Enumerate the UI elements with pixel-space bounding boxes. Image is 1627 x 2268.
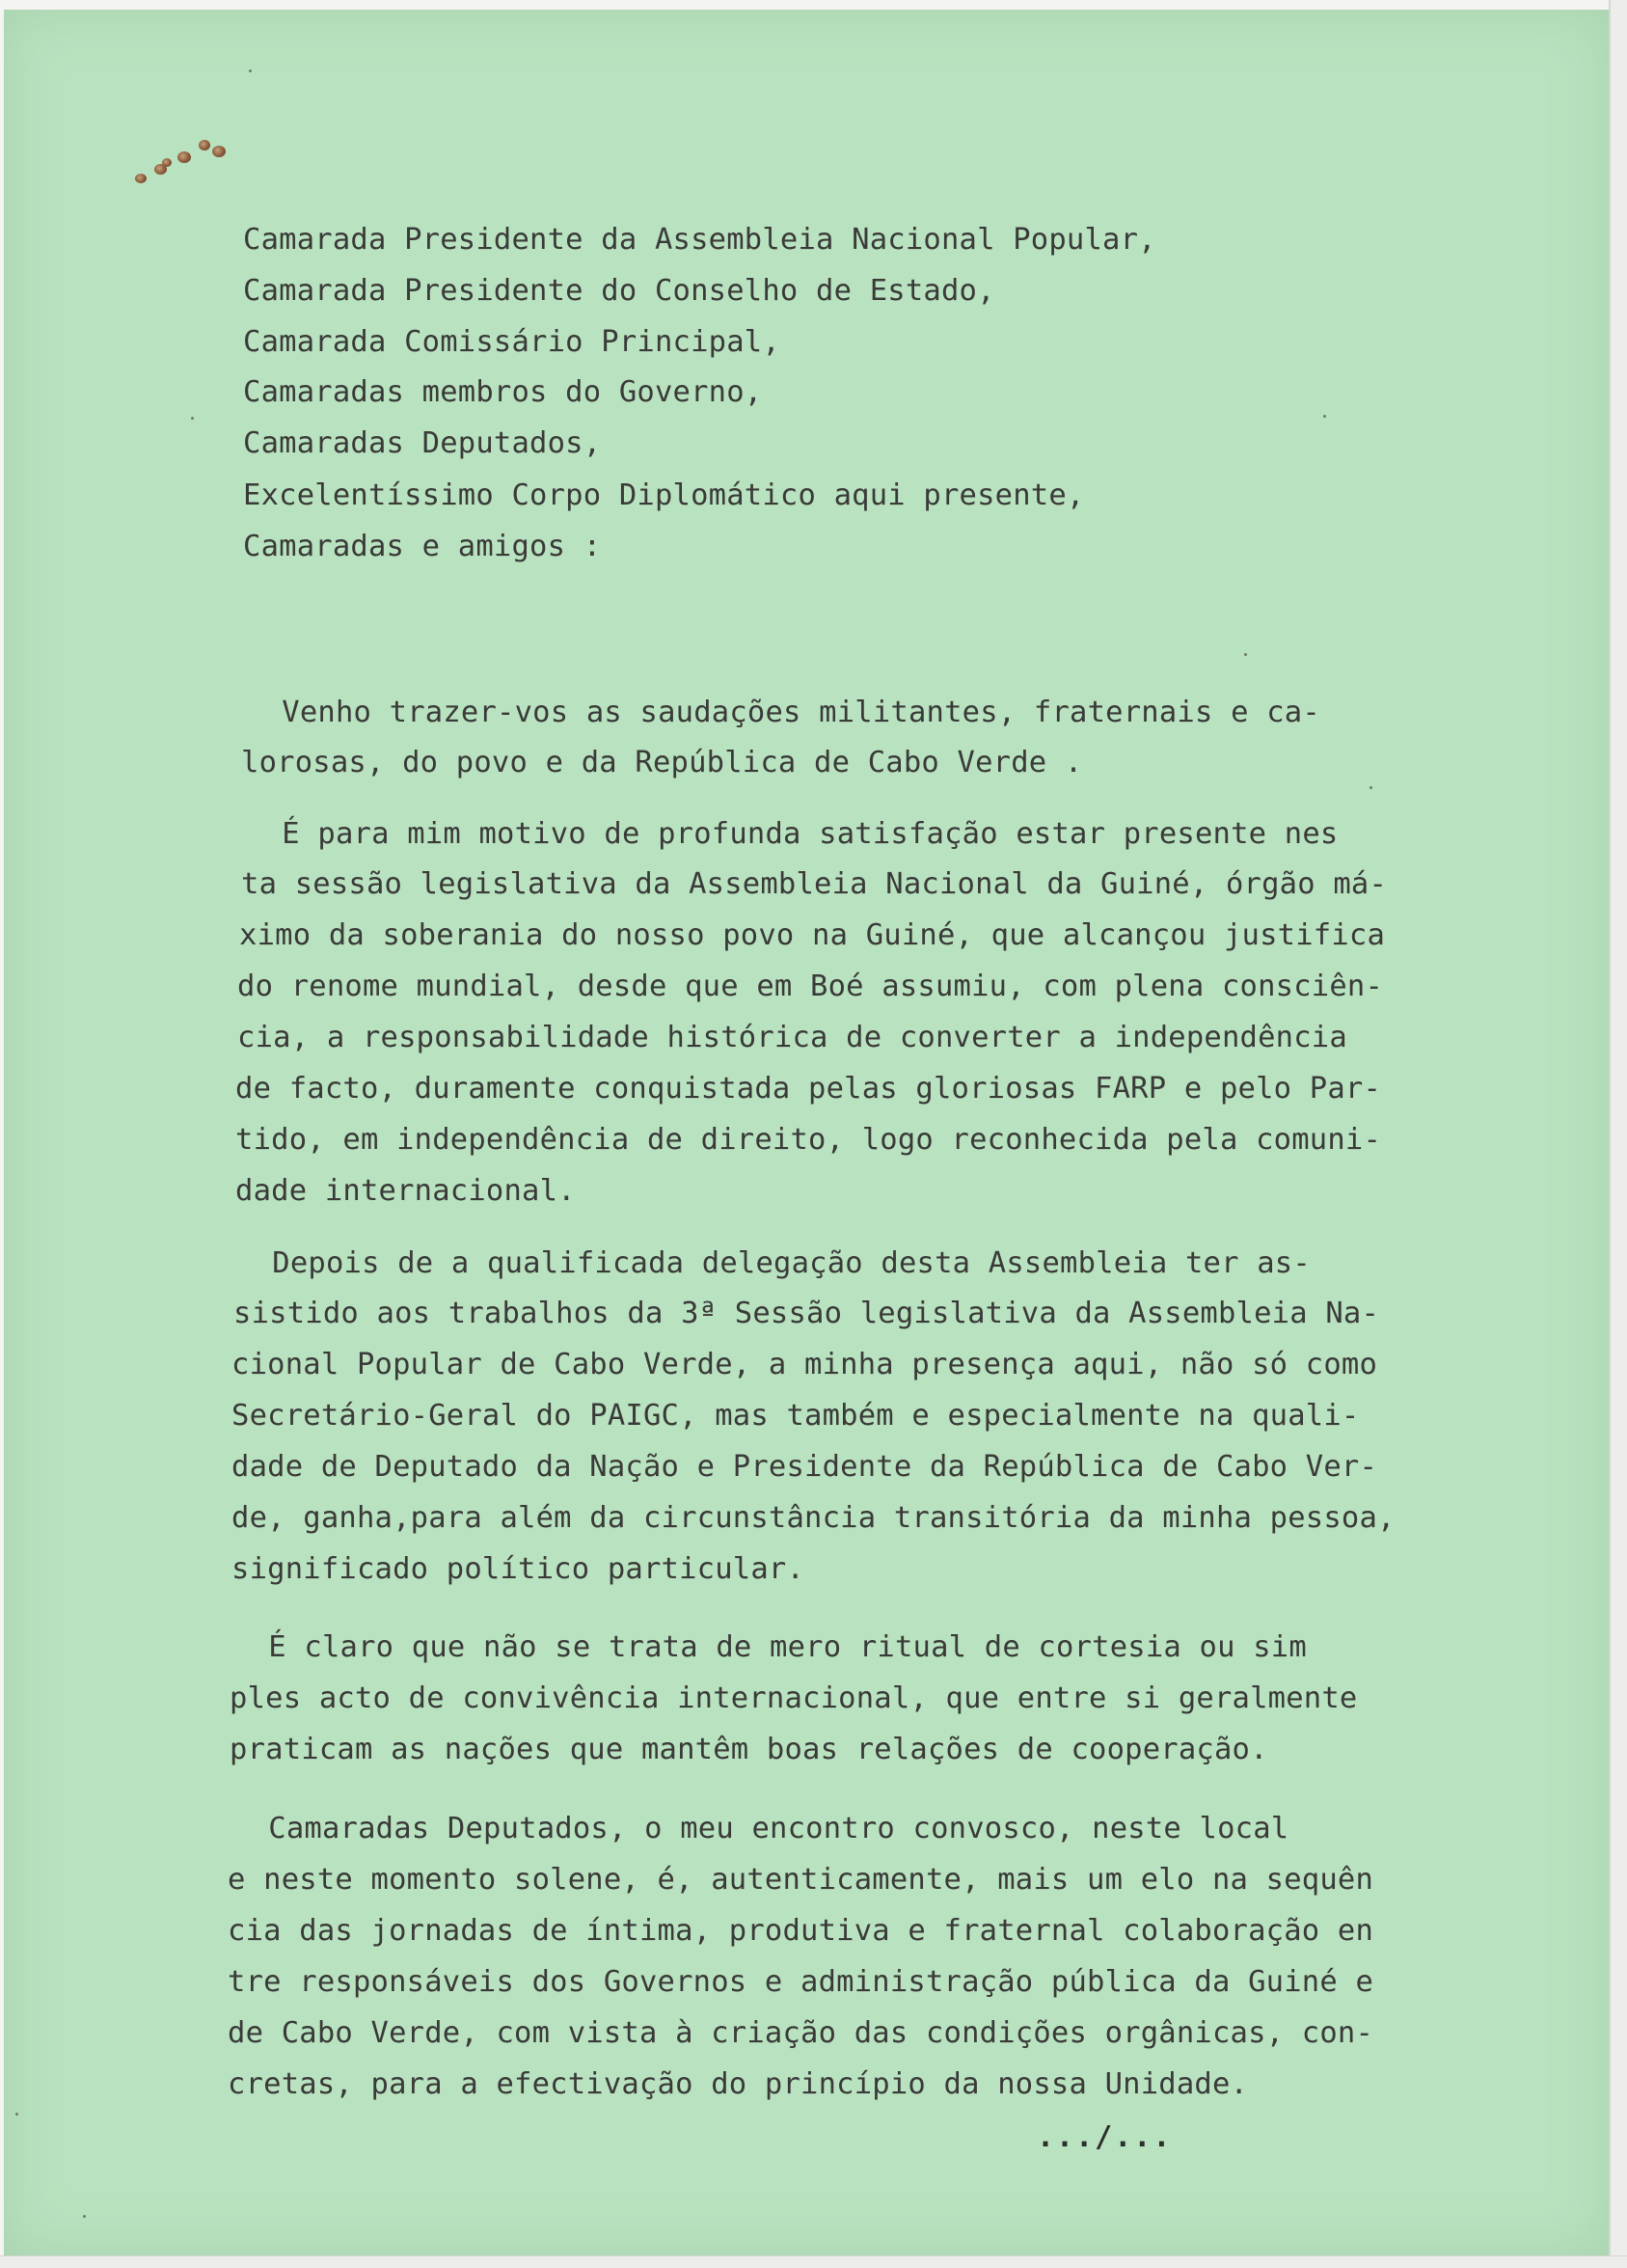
speck <box>249 69 252 72</box>
salutation-line: Camarada Presidente da Assembleia Nacional Popular, <box>243 223 1156 257</box>
body-line: ples acto de convivência internacional, que entre si geralmente <box>230 1681 1358 1715</box>
salutation-line: Camarada Presidente do Conselho de Estado, <box>243 274 995 308</box>
body-line: cretas, para a efectivação do princípio da nossa Unidade. <box>228 2067 1249 2101</box>
body-line: significado político particular. <box>231 1552 805 1586</box>
body-line: cional Popular de Cabo Verde, a minha presença aqui, não só como <box>231 1348 1378 1381</box>
body-line: de facto, duramente conquistada pelas gloriosas FARP e pelo Par- <box>235 1072 1382 1106</box>
speck <box>1244 653 1247 656</box>
body-line: Secretário-Geral do PAIGC, mas também e especialmente na quali- <box>231 1399 1360 1433</box>
body-line: cia, a responsabilidade histórica de converter a independência <box>237 1021 1347 1054</box>
body-line: de, ganha,para além da circunstância transitória da minha pessoa, <box>231 1501 1396 1535</box>
salutation-line: Camaradas membros do Governo, <box>243 375 763 409</box>
body-line: praticam as nações que mantêm boas relações de cooperação. <box>230 1733 1268 1766</box>
body-line: dade internacional. <box>235 1174 576 1208</box>
body-line: cia das jornadas de íntima, produtiva e fraternal colaboração en <box>228 1914 1374 1948</box>
body-line: dade de Deputado da Nação e Presidente da República de Cabo Ver- <box>231 1450 1378 1484</box>
body-line: lorosas, do povo e da República de Cabo Verde . <box>241 746 1083 779</box>
body-line: É para mim motivo de profunda satisfação estar presente nes <box>210 817 1339 851</box>
continuation-mark: .../... <box>1037 2120 1173 2154</box>
speck <box>1323 415 1326 418</box>
speck <box>191 417 194 420</box>
body-line: de Cabo Verde, com vista à criação das condições orgânicas, con- <box>228 2016 1374 2050</box>
body-line: É claro que não se trata de mero ritual de cortesia ou sim <box>197 1630 1307 1664</box>
body-line: do renome mundial, desde que em Boé assumiu, com plena consciên- <box>237 970 1384 1003</box>
staple-holes <box>135 130 241 198</box>
body-line: tre responsáveis dos Governos e administração pública da Guiné e <box>228 1965 1374 1999</box>
speck <box>15 2113 18 2116</box>
salutation-line: Camarada Comissário Principal, <box>243 325 780 359</box>
speck <box>1369 786 1372 789</box>
body-line: e neste momento solene, é, autenticamente, mais um elo na sequên <box>228 1863 1374 1897</box>
body-line: ximo da soberania do nosso povo na Guiné, que alcançou justifica <box>239 918 1386 952</box>
scan-edge-bottom <box>0 2255 1627 2268</box>
salutation-line: Camaradas e amigos : <box>243 530 602 563</box>
body-line: Venho trazer-vos as saudações militantes, fraternais e ca- <box>210 696 1320 729</box>
salutation-line: Camaradas Deputados, <box>243 426 602 460</box>
body-line: Depois de a qualificada delegação desta Assembleia ter as- <box>201 1246 1311 1280</box>
body-line: ta sessão legislativa da Assembleia Nacional da Guiné, órgão má- <box>241 867 1388 901</box>
body-line: tido, em independência de direito, logo reconhecida pela comuni- <box>235 1123 1382 1157</box>
speck <box>83 2215 86 2218</box>
body-line: Camaradas Deputados, o meu encontro convosco, neste local <box>197 1812 1289 1845</box>
salutation-line: Excelentíssimo Corpo Diplomático aqui presente, <box>243 478 1085 512</box>
scan-edge-right <box>1609 0 1627 2268</box>
body-line: sistido aos trabalhos da 3ª Sessão legislativa da Assembleia Na- <box>233 1297 1380 1330</box>
